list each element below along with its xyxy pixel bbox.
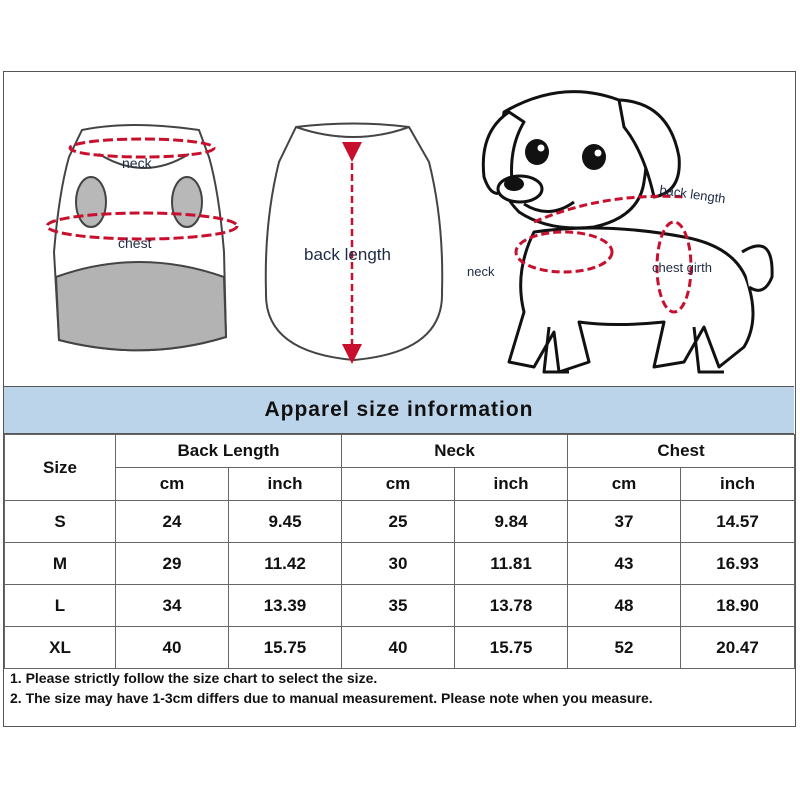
- value-cell: 25: [342, 501, 455, 543]
- front-neck-label: neck: [122, 155, 152, 171]
- value-cell: 20.47: [681, 627, 795, 669]
- value-cell: 9.45: [229, 501, 342, 543]
- dog-neck-label: neck: [467, 264, 495, 279]
- size-table: [4, 434, 795, 669]
- value-cell: 13.78: [455, 585, 568, 627]
- unit-header: cm: [342, 468, 455, 501]
- value-cell: 18.90: [681, 585, 795, 627]
- value-cell: 24: [116, 501, 229, 543]
- value-cell: 15.75: [229, 627, 342, 669]
- value-cell: 11.81: [455, 543, 568, 585]
- value-cell: 48: [568, 585, 681, 627]
- notes: [4, 662, 794, 714]
- illustration-area: [4, 72, 794, 384]
- value-cell: 43: [568, 543, 681, 585]
- group-header-chest: Chest: [568, 435, 795, 468]
- note-line: 2. The size may have 1-3cm differs due to manual measurement. Please note when you measure.: [10, 690, 653, 706]
- value-cell: 40: [342, 627, 455, 669]
- value-cell: 14.57: [681, 501, 795, 543]
- dog-drawing: [483, 92, 772, 372]
- front-chest-label: chest: [118, 235, 152, 251]
- dog-chest-girth-label: chest girth: [652, 260, 712, 275]
- table-unit-header-row: [5, 468, 795, 501]
- dog-back-length-label: back length: [658, 182, 727, 207]
- shirt-back-drawing: [266, 124, 442, 361]
- size-cell: L: [5, 585, 116, 627]
- value-cell: 40: [116, 627, 229, 669]
- illustration-svg: [4, 72, 794, 384]
- size-cell: XL: [5, 627, 116, 669]
- value-cell: 15.75: [455, 627, 568, 669]
- size-chart-frame: [3, 71, 796, 727]
- table-title: Apparel size information: [4, 386, 794, 434]
- value-cell: 37: [568, 501, 681, 543]
- group-header-neck: Neck: [342, 435, 568, 468]
- unit-header: cm: [116, 468, 229, 501]
- unit-header: inch: [229, 468, 342, 501]
- table-row: [5, 543, 795, 585]
- value-cell: 29: [116, 543, 229, 585]
- unit-header: cm: [568, 468, 681, 501]
- size-header: Size: [5, 435, 116, 501]
- value-cell: 34: [116, 585, 229, 627]
- value-cell: 35: [342, 585, 455, 627]
- value-cell: 30: [342, 543, 455, 585]
- back-length-label: back length: [304, 245, 391, 264]
- value-cell: 13.39: [229, 585, 342, 627]
- unit-header: inch: [455, 468, 568, 501]
- note-line: 1. Please strictly follow the size chart to select the size.: [10, 670, 378, 686]
- table-group-header-row: [5, 435, 795, 468]
- value-cell: 16.93: [681, 543, 795, 585]
- value-cell: 9.84: [455, 501, 568, 543]
- size-cell: S: [5, 501, 116, 543]
- table-row: [5, 501, 795, 543]
- table-row: [5, 585, 795, 627]
- size-cell: M: [5, 543, 116, 585]
- group-header-back-length: Back Length: [116, 435, 342, 468]
- value-cell: 11.42: [229, 543, 342, 585]
- unit-header: inch: [681, 468, 795, 501]
- value-cell: 52: [568, 627, 681, 669]
